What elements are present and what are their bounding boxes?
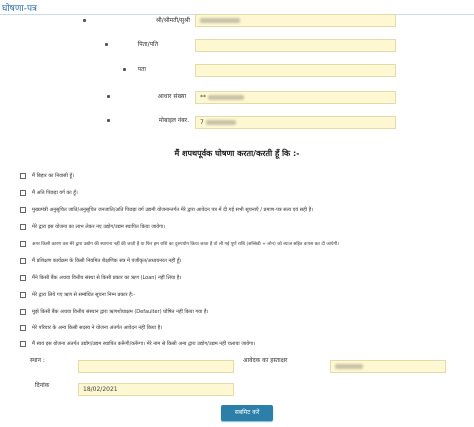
date-input[interactable] bbox=[78, 383, 234, 396]
declaration-statement-1: मैं बिहार का निवासी हूँ। bbox=[32, 173, 74, 179]
aadhaar-value: ** bbox=[200, 94, 206, 101]
declaration-statement-4: मेरे द्वारा इस योजना का लाभ लेकर नए उद्योग/उद्यम स्थापित किया जायेगा। bbox=[32, 224, 166, 230]
declaration-checkbox-5[interactable] bbox=[20, 241, 26, 247]
signature-label: आवेदक का हस्ताक्षर bbox=[243, 357, 288, 364]
mobile-label: मोबाइल नंबर. bbox=[158, 117, 189, 124]
declaration-checkbox-1[interactable] bbox=[20, 173, 26, 179]
date-label: दिनांक bbox=[35, 382, 50, 389]
mobile-input[interactable] bbox=[195, 116, 396, 129]
father-name-input[interactable] bbox=[195, 39, 396, 52]
declaration-statement-11: मैं स्वयं इस योजना अंतर्गत उद्योग/उद्यम स्थापित करूँगी/करूँगा। मेरे नाम से किसी अन्य द्वारा उद्योग/उद्यम नहीं चलाया जायेगा। bbox=[32, 341, 256, 347]
declaration-checkbox-2[interactable] bbox=[20, 190, 26, 196]
name-label: श्री/श्रीमती/सुश्री bbox=[155, 17, 190, 24]
declaration-statement-6: मैं प्रशिक्षण कार्यक्रम के किसी नियमित शैक्षणिक सत्र में पंजीकृत/अध्ययनरत नहीं हूँ। bbox=[32, 258, 182, 264]
declaration-checkbox-9[interactable] bbox=[20, 309, 26, 315]
declaration-statement-8: मेरे द्वारा लिये गए ऋण से सम्बंधित सूचना निम्न प्रकार है:- bbox=[32, 292, 136, 298]
declaration-checkbox-4[interactable] bbox=[20, 224, 26, 230]
title-bar bbox=[0, 0, 474, 15]
declaration-checkbox-6[interactable] bbox=[20, 258, 26, 264]
address-label: पता bbox=[137, 66, 146, 73]
declaration-checkbox-3[interactable] bbox=[20, 207, 26, 213]
declaration-statement-5: अगर किसी कारण वश मेरे द्वारा उद्योग की स्थापना नहीं की जाती है या फिर हम राशि का दुरुपयोग किया जाता है तो ली गई पूर्ण राशि (सब्सिडी + लोन) को ब्याज सहित वापस कर दी जायेगी। bbox=[32, 242, 339, 247]
name-input[interactable] bbox=[195, 14, 396, 27]
father-label: पिता/पति bbox=[137, 41, 158, 48]
page-title: घोषणा-पत्र bbox=[2, 4, 38, 14]
submit-button[interactable]: सबमिट करें bbox=[221, 405, 273, 421]
declaration-heading: मैं शपथपूर्वक घोषणा करता/करती हूँ कि :- bbox=[174, 149, 300, 158]
declaration-checkbox-10[interactable] bbox=[20, 325, 26, 331]
declaration-statement-9: मुझे किसी बैंक अथवा वित्तीय संस्थान द्वारा ऋणशोधाक्षम (Defaulter) घोषित नहीं किया गया है। bbox=[32, 309, 209, 315]
declaration-statement-10: मेरे परिवार के अन्य किसी सदस्य ने योजना अंतर्गत आवेदन नहीं किया है। bbox=[32, 325, 163, 331]
aadhaar-input[interactable] bbox=[195, 91, 396, 104]
mobile-value: 7 bbox=[200, 119, 204, 126]
date-value: 18/02/2021 bbox=[83, 386, 118, 393]
declaration-checkbox-7[interactable] bbox=[20, 275, 26, 281]
aadhaar-label: आधार संख्या bbox=[157, 93, 186, 100]
address-input[interactable] bbox=[195, 64, 396, 77]
declaration-statement-3: मुख्यमंत्री अनुसूचित जाति/अनुसूचित जनजाति/अति पिछड़ा वर्ग उद्यमी योजनान्तर्गत मेरे द्वारा आवेदन पत्र में दी गई सभी सूचनाएँ / प्रमाण-पत्र सत्य एवं सही है। bbox=[32, 207, 314, 213]
declaration-statement-7: मैंने किसी बैंक अथवा वित्तीय संस्था से किसी प्रकार का ऋण (Loan) नहीं लिया है। bbox=[32, 275, 182, 281]
place-input[interactable] bbox=[78, 360, 234, 373]
place-label: स्थान : bbox=[30, 357, 45, 364]
declaration-checkbox-8[interactable] bbox=[20, 292, 26, 298]
declaration-statement-2: मैं अति पिछड़ा वर्ग का हूँ। bbox=[32, 190, 78, 196]
declaration-checkbox-11[interactable] bbox=[20, 341, 26, 347]
signature-input[interactable] bbox=[330, 360, 446, 373]
